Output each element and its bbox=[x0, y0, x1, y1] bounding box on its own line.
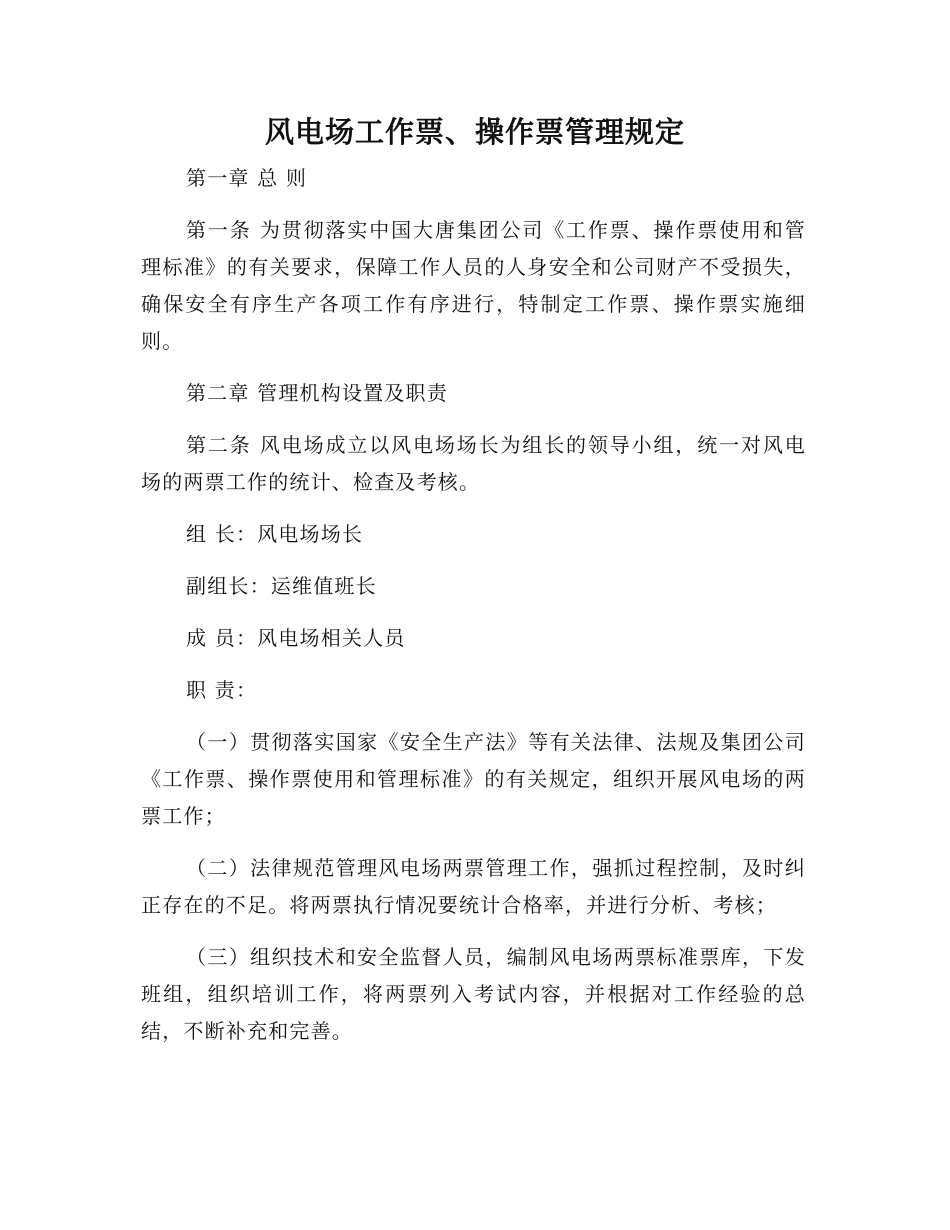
chapter-heading: 第一章 总 则 bbox=[186, 166, 308, 190]
duty-item: （三）组织技术和安全监督人员，编制风电场两票标准票库，下发班组，组织培训工作，将两票列入考试内容，并根据对工作经验的总结，不断补充和完善。 bbox=[141, 945, 806, 1043]
article-paragraph: 第一条 为贯彻落实中国大唐集团公司《工作票、操作票使用和管理标准》的有关要求，保障工作人员的人身安全和公司财产不受损失，确保安全有序生产各项工作有序进行，特制定工作票、操作票实施细则。 bbox=[141, 218, 806, 353]
duty-label: 职 责： bbox=[186, 678, 258, 702]
article-paragraph: 第二条 风电场成立以风电场场长为组长的领导小组，统一对风电场的两票工作的统计、检查及考核。 bbox=[141, 433, 806, 494]
document-body bbox=[141, 160, 806, 1065]
duty-item: （一）贯彻落实国家《安全生产法》等有关法律、法规及集团公司《工作票、操作票使用和管理标准》的有关规定，组织开展风电场的两票工作； bbox=[141, 730, 806, 828]
member-line: 成 员：风电场相关人员 bbox=[186, 626, 406, 650]
duty-item: （二）法律规范管理风电场两票管理工作，强抓过程控制，及时纠正存在的不足。将两票执行情况要统计合格率，并进行分析、考核； bbox=[141, 856, 806, 917]
member-line: 组 长：风电场场长 bbox=[186, 522, 364, 546]
member-line: 副组长：运维值班长 bbox=[186, 574, 377, 598]
document-title: 风电场工作票、操作票管理规定 bbox=[264, 115, 685, 149]
chapter-heading: 第二章 管理机构设置及职责 bbox=[186, 381, 448, 405]
